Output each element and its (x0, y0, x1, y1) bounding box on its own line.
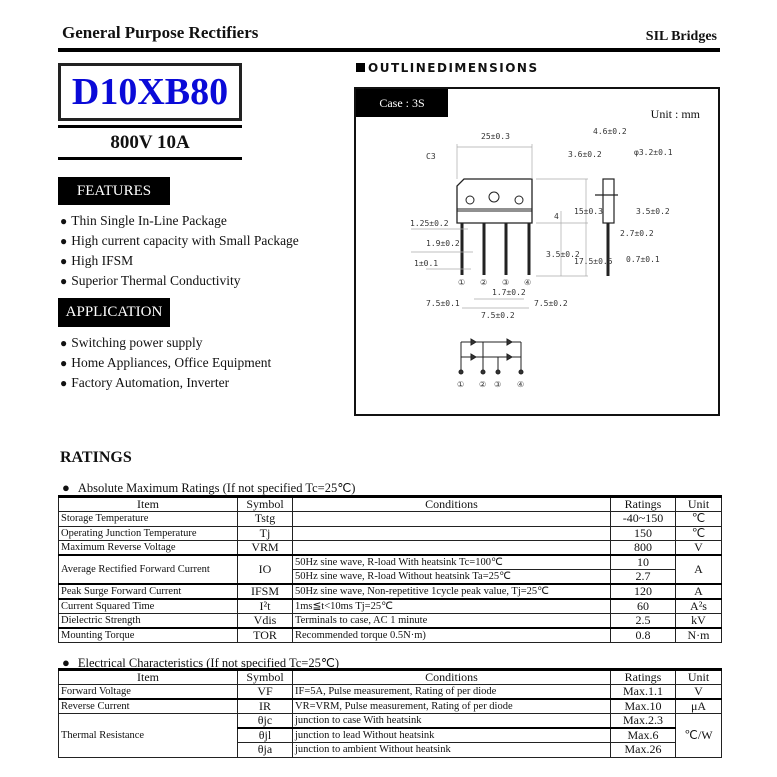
features-heading: FEATURES (58, 177, 170, 205)
package-drawing (356, 89, 718, 414)
page-title: General Purpose Rectifiers (62, 23, 259, 42)
cell-unit: ℃/W (676, 714, 722, 758)
pin-label: ① (458, 278, 466, 287)
table-row (59, 541, 722, 556)
cell-rating: 10 (611, 555, 676, 570)
column-header: Conditions (293, 670, 611, 685)
pin-label: ③ (494, 380, 502, 389)
cell-item: Mounting Torque (59, 628, 238, 643)
column-header: Conditions (293, 497, 611, 512)
cell-symbol: IFSM (238, 584, 293, 599)
pin-label: ① (457, 380, 465, 389)
cell-conditions: VR=VRM, Pulse measurement, Rating of per diode (293, 699, 611, 714)
cell-conditions (293, 526, 611, 541)
dim-4: 4 (554, 212, 559, 221)
cell-unit: μA (676, 699, 722, 714)
cell-unit: ℃ (676, 526, 722, 541)
column-header: Unit (676, 497, 722, 512)
column-header: Item (59, 497, 238, 512)
dim-thickness: 4.6±0.2 (593, 127, 627, 136)
cell-unit: V (676, 541, 722, 556)
cell-symbol: IO (238, 555, 293, 584)
dim-chamfer: C3 (426, 152, 436, 161)
cell-rating: 2.5 (611, 614, 676, 629)
cell-rating: Max.6 (611, 728, 676, 743)
dim-1: 1±0.1 (414, 259, 439, 268)
cell-unit: N·m (676, 628, 722, 643)
cell-item: Storage Temperature (59, 512, 238, 527)
cell-rating: 120 (611, 584, 676, 599)
electrical-table (58, 668, 722, 758)
cell-conditions: junction to case With heatsink (293, 714, 611, 729)
table-row (59, 555, 722, 570)
cell-symbol: θjc (238, 714, 293, 729)
application-list (60, 333, 271, 393)
dim-lead-length: 17.5±0.5 (574, 257, 613, 266)
cell-rating: 2.7 (611, 570, 676, 585)
cell-symbol: IR (238, 699, 293, 714)
table-header (59, 670, 722, 685)
features-list (60, 211, 299, 291)
header-rule (58, 48, 720, 52)
cell-item: Average Rectified Forward Current (59, 555, 238, 584)
abs-max-caption: ● Absolute Maximum Ratings (If not specified Tc=25℃) (62, 480, 355, 496)
package-front-view (457, 179, 532, 275)
dim-2.7: 2.7±0.2 (620, 229, 654, 238)
cell-unit: V (676, 685, 722, 700)
table-row (59, 614, 722, 629)
cell-symbol: I²t (238, 599, 293, 614)
cell-symbol: VRM (238, 541, 293, 556)
dim-pitch-3: 7.5±0.2 (534, 299, 568, 308)
cell-item: Current Squared Time (59, 599, 238, 614)
cell-conditions: Recommended torque 0.5N·m) (293, 628, 611, 643)
cell-item: Thermal Resistance (59, 714, 238, 758)
cell-symbol: θja (238, 743, 293, 758)
column-header: Item (59, 670, 238, 685)
pin-label: ② (479, 380, 487, 389)
pin-label: ③ (502, 278, 510, 287)
cell-conditions: 1ms≦t<10ms Tj=25℃ (293, 599, 611, 614)
list-item: ● Switching power supply (60, 333, 271, 353)
cell-unit: A (676, 555, 722, 584)
dim-1.7: 1.7±0.2 (492, 288, 526, 297)
table-row (59, 628, 722, 643)
cell-rating: 800 (611, 541, 676, 556)
dim-1.25: 1.25±0.2 (410, 219, 449, 228)
application-heading: APPLICATION (58, 298, 170, 327)
column-header: Ratings (611, 497, 676, 512)
dim-width: 25±0.3 (481, 132, 510, 141)
list-item: ● Thin Single In-Line Package (60, 211, 299, 231)
cell-item: Forward Voltage (59, 685, 238, 700)
table-row (59, 714, 722, 729)
outline-heading: OUTLINEDIMENSIONS (356, 61, 539, 75)
cell-unit: ℃ (676, 512, 722, 527)
cell-rating: Max.10 (611, 699, 676, 714)
table-header (59, 497, 722, 512)
outline-diagram (354, 87, 720, 416)
dim-1.9: 1.9±0.2 (426, 239, 460, 248)
cell-item: Maximum Reverse Voltage (59, 541, 238, 556)
cell-rating: 0.8 (611, 628, 676, 643)
cell-conditions (293, 541, 611, 556)
dim-hole: φ3.2±0.1 (634, 148, 673, 157)
cell-symbol: Tj (238, 526, 293, 541)
list-item: ● High IFSM (60, 251, 299, 271)
cell-conditions: 50Hz sine wave, R-load Without heatsink Ta=25℃ (293, 570, 611, 585)
dim-3.5: 3.5±0.2 (546, 250, 580, 259)
dim-pitch-2: 7.5±0.2 (481, 311, 515, 320)
list-item: ● High current capacity with Small Package (60, 231, 299, 251)
table-row (59, 699, 722, 714)
part-number: D10XB80 (58, 63, 242, 121)
abs-max-table (58, 495, 722, 643)
list-item: ● Home Appliances, Office Equipment (60, 353, 271, 373)
cell-rating: -40~150 (611, 512, 676, 527)
table-row (59, 685, 722, 700)
table-row (59, 526, 722, 541)
column-header: Ratings (611, 670, 676, 685)
pin-label: ④ (517, 380, 525, 389)
cell-symbol: VF (238, 685, 293, 700)
cell-conditions: IF=5A, Pulse measurement, Rating of per diode (293, 685, 611, 700)
electrical-caption: ● Electrical Characteristics (If not specified Tc=25℃) (62, 655, 339, 671)
dim-height: 15±0.3 (574, 207, 603, 216)
unit-label: Unit : mm (650, 107, 700, 121)
part-rating: 800V 10A (110, 132, 190, 153)
case-label: Case : 3S (356, 89, 448, 117)
cell-item: Reverse Current (59, 699, 238, 714)
cell-conditions: 50Hz sine wave, Non-repetitive 1cycle peak value, Tj=25℃ (293, 584, 611, 599)
list-item: ● Factory Automation, Inverter (60, 373, 271, 393)
cell-conditions: junction to lead Without heatsink (293, 728, 611, 743)
dim-side-3.5: 3.5±0.2 (636, 207, 670, 216)
circuit-schematic (459, 339, 523, 374)
column-header: Symbol (238, 670, 293, 685)
cell-item: Dielectric Strength (59, 614, 238, 629)
cell-rating: 150 (611, 526, 676, 541)
divider (58, 157, 242, 160)
cell-rating: Max.1.1 (611, 685, 676, 700)
table-row (59, 512, 722, 527)
cell-item: Peak Surge Forward Current (59, 584, 238, 599)
pin-label: ④ (524, 278, 532, 287)
cell-rating: Max.26 (611, 743, 676, 758)
cell-conditions (293, 512, 611, 527)
cell-conditions: junction to ambient Without heatsink (293, 743, 611, 758)
divider (58, 125, 242, 128)
list-item: ● Superior Thermal Conductivity (60, 271, 299, 291)
cell-conditions: Terminals to case, AC 1 minute (293, 614, 611, 629)
cell-symbol: Tstg (238, 512, 293, 527)
dim-pitch-1: 7.5±0.1 (426, 299, 460, 308)
ratings-heading: RATINGS (60, 449, 132, 466)
dim-0.7: 0.7±0.1 (626, 255, 660, 264)
table-row (59, 584, 722, 599)
table-row (59, 599, 722, 614)
cell-rating: 60 (611, 599, 676, 614)
pin-label: ② (480, 278, 488, 287)
column-header: Symbol (238, 497, 293, 512)
cell-symbol: Vdis (238, 614, 293, 629)
dim-body-thickness: 3.6±0.2 (568, 150, 602, 159)
series-label: SIL Bridges (645, 29, 717, 44)
cell-rating: Max.2.3 (611, 714, 676, 729)
cell-symbol: TOR (238, 628, 293, 643)
cell-conditions: 50Hz sine wave, R-load With heatsink Tc=100℃ (293, 555, 611, 570)
cell-symbol: θjl (238, 728, 293, 743)
cell-item: Operating Junction Temperature (59, 526, 238, 541)
cell-unit: A (676, 584, 722, 599)
cell-unit: kV (676, 614, 722, 629)
column-header: Unit (676, 670, 722, 685)
cell-unit: A²s (676, 599, 722, 614)
